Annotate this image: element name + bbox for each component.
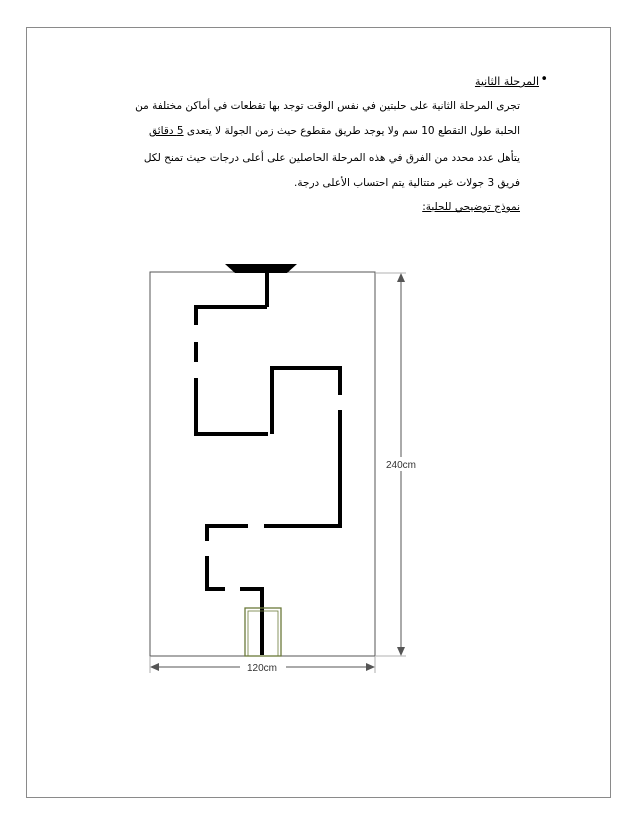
paragraph2-line1: يتأهل عدد محدد من الفرق في هذه المرحلة الحاصلين على أعلى درجات حيث تمنح لكل bbox=[143, 152, 520, 164]
width-arrow-left bbox=[150, 663, 159, 671]
model-label: نموذج توضيحي للحلبة: bbox=[422, 201, 520, 213]
paragraph1-line2-text: الحلبة طول التقطع 10 سم ولا يوجد طريق مقطوع حيث زمن الجولة لا يتعدى bbox=[186, 125, 520, 137]
height-label: 240cm bbox=[385, 460, 417, 471]
width-arrow-right bbox=[366, 663, 375, 671]
paragraph1-line1: تجرى المرحلة الثانية على حلبتين في نفس الوقت توجد بها تقطعات في أماكن مختلفة من bbox=[135, 100, 520, 112]
height-arrow-bottom bbox=[397, 647, 405, 656]
width-label: 120cm bbox=[246, 663, 278, 674]
height-arrow-top bbox=[397, 273, 405, 282]
section-heading: المرحلة الثانية bbox=[474, 75, 539, 88]
track-line bbox=[194, 270, 342, 655]
time-limit: 5 دقائق bbox=[148, 125, 184, 137]
bullet-icon: • bbox=[540, 72, 548, 87]
paragraph2-line2: فريق 3 جولات غير متتالية يتم احتساب الأعلى درجة. bbox=[293, 177, 520, 189]
finish-marker bbox=[225, 264, 297, 273]
